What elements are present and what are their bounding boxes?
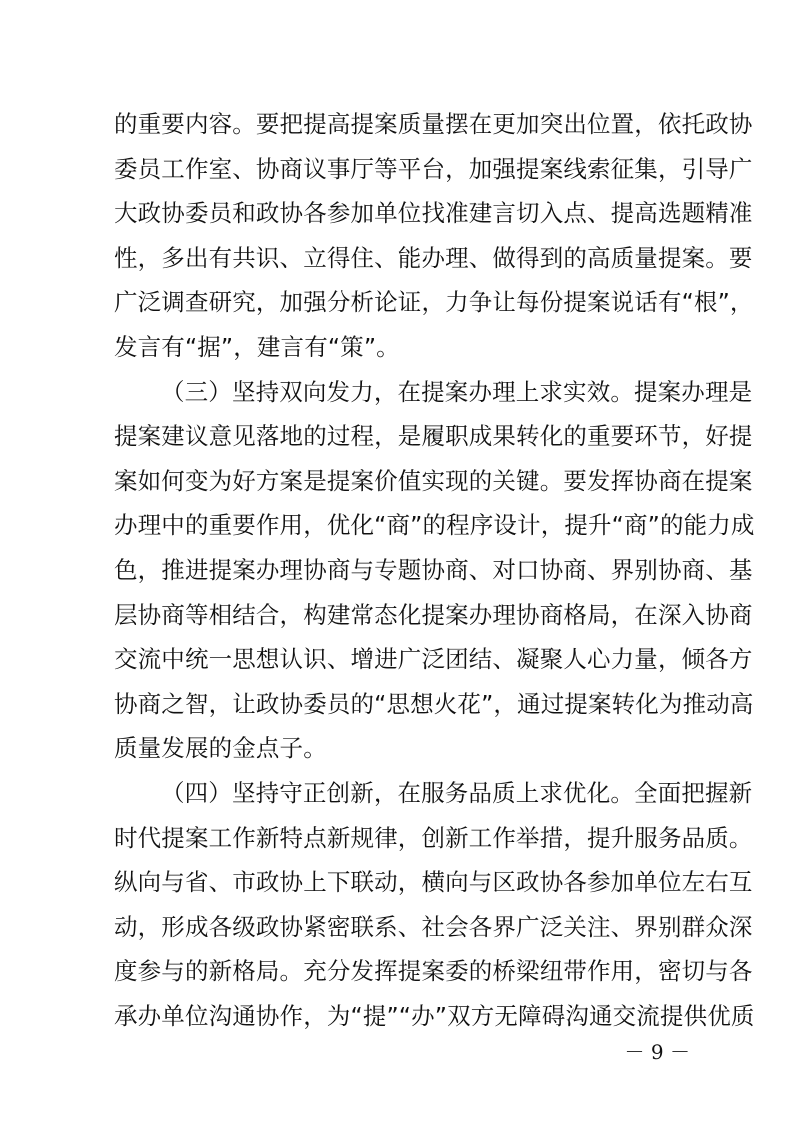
text-line: 委员工作室、协商议事厅等平台，加强提案线索征集，引导广 [114, 154, 753, 183]
text-line: 的重要内容。要把提高提案质量摆在更加突出位置，依托政协 [114, 110, 753, 138]
page-number: － 9 － [624, 1040, 690, 1064]
text-line: 动，形成各级政协紧密联系、社会各界广泛关注、界别群众深 [114, 912, 753, 941]
text-line: 质量发展的金点子。 [114, 734, 327, 763]
text-line: 色，推进提案办理协商与专题协商、对口协商、界别协商、基 [114, 555, 753, 584]
text-line: 承办单位沟通协作，为“提”“办”双方无障碍沟通交流提供优质 [114, 1001, 755, 1030]
text-line: 度参与的新格局。充分发挥提案委的桥梁纽带作用，密切与各 [114, 957, 753, 986]
text-line: 办理中的重要作用，优化“商”的程序设计，提升“商”的能力成 [114, 511, 755, 540]
text-line: 纵向与省、市政协上下联动，横向与区政协各参加单位左右互 [114, 868, 753, 897]
text-line: 时代提案工作新特点新规律，创新工作举措，提升服务品质。 [114, 823, 753, 852]
text-line: 案如何变为好方案是提案价值实现的关键。要发挥协商在提案 [114, 466, 753, 495]
section-4-heading-line: （四）坚持守正创新，在服务品质上求优化。全面把握新 [161, 778, 753, 807]
text-line: 交流中统一思想认识、增进广泛团结、凝聚人心力量，倾各方 [114, 645, 753, 674]
section-3-heading-line: （三）坚持双向发力，在提案办理上求实效。提案办理是 [161, 377, 753, 406]
text-line: 协商之智，让政协委员的“思想火花”，通过提案转化为推动高 [114, 689, 754, 718]
text-line: 提案建议意见落地的过程，是履职成果转化的重要环节，好提 [114, 422, 753, 451]
text-line: 层协商等相结合，构建常态化提案办理协商格局，在深入协商 [114, 600, 753, 629]
text-line: 发言有“据”，建言有“策”。 [114, 332, 400, 361]
text-line: 广泛调查研究，加强分析论证，力争让每份提案说话有“根”， [114, 288, 754, 317]
body-text [114, 102, 755, 1038]
text-line: 性，多出有共识、立得住、能办理、做得到的高质量提案。要 [114, 243, 753, 272]
text-line: 大政协委员和政协各参加单位找准建言切入点、提高选题精准 [114, 199, 753, 228]
